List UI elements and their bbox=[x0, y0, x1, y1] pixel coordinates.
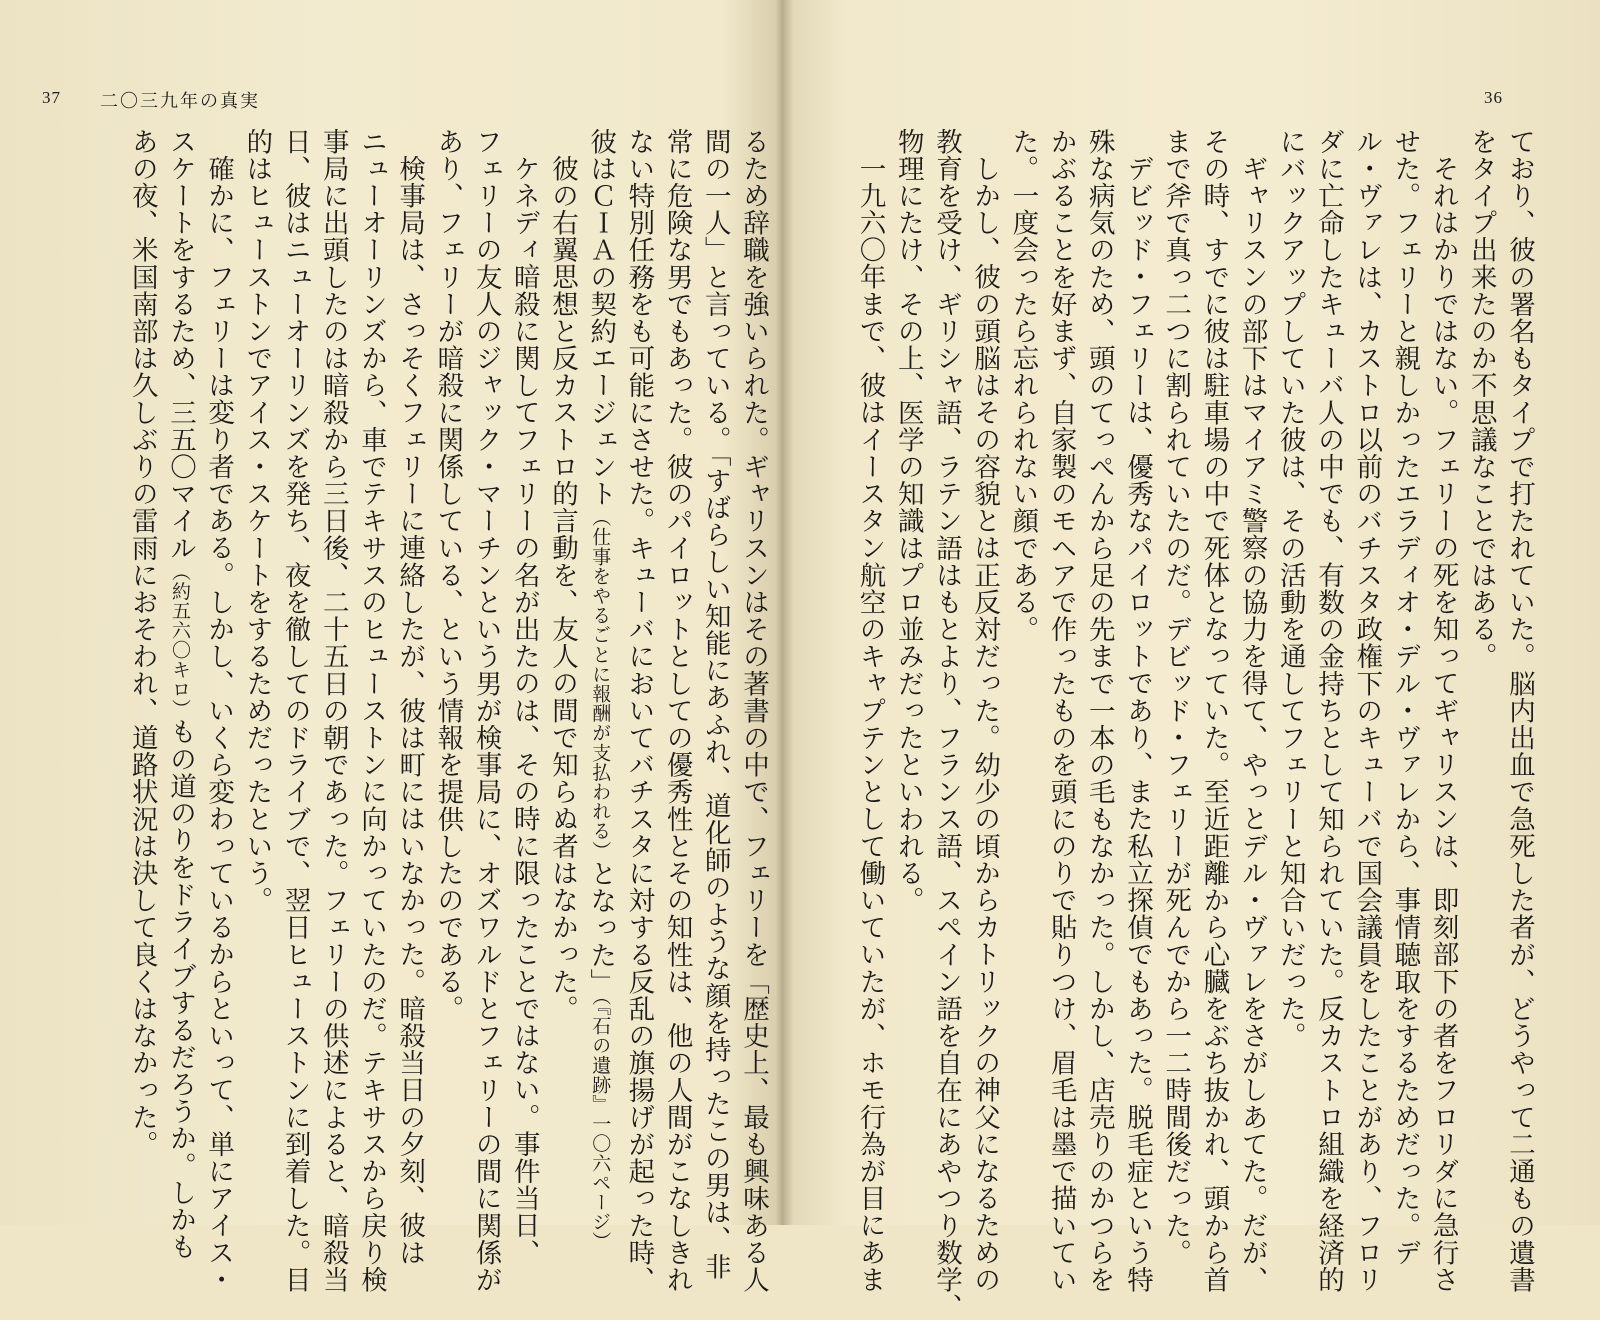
text-segment: 彼はＣＩＡの契約エージェント bbox=[585, 128, 617, 508]
text-segment: 殊な病気のため、頭のてっぺんから足の先まで一本の毛もなかった。しかし、店売りのかつらを bbox=[1083, 128, 1115, 1294]
text-segment: ニューオーリンズから、車でテキサスのヒューストンに向かっていたのだ。テキサスから戻り検 bbox=[355, 128, 387, 1294]
text-segment: をタイプ出来たのか不思議なことではある。 bbox=[1465, 128, 1497, 670]
text-segment: 物理にたけ、その上、医学の知識はプロ並みだったといわれる。 bbox=[892, 128, 924, 914]
text-segment: スケートをするため、三五〇マイル bbox=[164, 128, 196, 562]
right-page bbox=[790, 0, 1600, 1320]
paragraph bbox=[1156, 128, 1271, 1294]
body-text bbox=[790, 128, 1538, 1320]
text-segment: となった」 bbox=[585, 860, 617, 996]
text-segment: ル・ヴァレは、カストロ以前のバチスタ政権下のキューバで国会議員をしたことがあり、フロリ bbox=[1351, 128, 1383, 1294]
text-segment: それはかりではない。フェリーの死を知ってギャリスンは、即刻部下の者をフロリダに急行さ bbox=[1427, 154, 1459, 1293]
page-number: 36 bbox=[1484, 88, 1503, 107]
text-segment: まで斧で真っ二つに割られていたのだ。デビッド・フェリーが死んでから一二時間後だった。 bbox=[1160, 128, 1192, 1267]
paragraph bbox=[1462, 128, 1538, 1294]
page-number: 37 bbox=[42, 88, 61, 107]
text-segment: しかし、彼の頭脳はその容貌とは正反対だった。幼少の頃からカトリックの神父になるための bbox=[969, 154, 1001, 1293]
text-segment: 事局に出頭したのは暗殺から三日後、二十五日の朝であった。フェリーの供述によると、暗殺当 bbox=[317, 128, 349, 1294]
text-segment: フェリーの友人のジャック・マーチンという男が検事局に、オズワルドとフェリーの間に関係が bbox=[470, 128, 502, 1294]
paragraph bbox=[1271, 128, 1462, 1294]
text-segment: 常に危険な男でもあった。彼のパイロットとしての優秀性とその知性は、他の人間がこなしきれ bbox=[661, 128, 693, 1294]
text-segment: た。一度会ったら忘れられない顔である。 bbox=[1007, 128, 1039, 643]
text-segment: かぶることを好まず、自家製のモヘアで作ったものを頭にのりで貼りつけ、眉毛は墨で描いてい bbox=[1045, 128, 1077, 1294]
body-text bbox=[12, 128, 772, 1294]
text-segment: 教育を受け、ギリシャ語、ラテン語はもとより、フランス語、スペイン語を自在にあやつり数学、 bbox=[930, 128, 962, 1320]
inline-note: （『石の遺跡』一〇六 bbox=[589, 995, 612, 1173]
text-segment: あの夜、米国南部は久しぶりの雷雨におそわれ、道路状況は決して良くはなかった。 bbox=[126, 128, 158, 1158]
text-segment: 日、彼はニューオーリンズを発ち、夜を徹してのドライブで、翌日ヒューストンに到着した。目 bbox=[279, 128, 311, 1294]
text-segment: ギャリスンの部下はマイアミ警察の協力を得て、やっとデル・ヴァレをさがしあてた。だが、 bbox=[1236, 154, 1268, 1293]
text-segment: その時、すでに彼は駐車場の中で死体となっていた。至近距離から心臓をぶち抜かれ、頭から首 bbox=[1198, 128, 1230, 1294]
text-segment: ダに亡命したキューバ人の中でも、有数の金持ちとして知られていた。反カストロ組織を経済的 bbox=[1312, 128, 1344, 1294]
text-segment: るため辞職を強いられた。ギャリスンはその著書の中で、フェリーを「歴史上、最も興味ある人 bbox=[738, 128, 769, 1294]
text-segment: せた。フェリーと親しかったエラディオ・デル・ヴァレから、事情聴取をするためだった。デ bbox=[1389, 128, 1421, 1267]
text-segment: デビッド・フェリーは、優秀なパイロットであり、また私立探偵でもあった。脱毛症という特 bbox=[1121, 154, 1153, 1293]
text-segment: ており、彼の署名もタイプで打たれていた。脳内出血で急死した者が、どうやって二通もの遺書 bbox=[1504, 128, 1535, 1294]
text-segment: 的はヒューストンでアイス・スケートをするためだったという。 bbox=[241, 128, 273, 914]
text-segment: ない特別任務をも可能にさせた。キューバにおいてバチスタに対する反乱の旗揚げが起った時、 bbox=[623, 128, 655, 1294]
paragraph bbox=[543, 128, 581, 1208]
inline-note: （仕事をやるごとに報酬が支払われる） bbox=[589, 507, 612, 861]
paragraph bbox=[428, 128, 543, 1294]
text-segment: ケネディ暗殺に関してフェリーの名が出たのは、その時に限ったことではない。事件当日、 bbox=[508, 154, 540, 1266]
paragraph bbox=[850, 128, 888, 1293]
left-page bbox=[0, 0, 780, 1294]
paragraph bbox=[1003, 128, 1156, 1294]
paragraph bbox=[123, 128, 238, 1293]
text-segment: もの道のりをドライブするだろうか。しかも bbox=[164, 718, 196, 1261]
running-head: 二〇三九年の真実 bbox=[100, 91, 260, 112]
text-segment: 一九六〇年まで、彼はイースタン航空のキャプテンとして働いていたが、ホモ行為が目にあま bbox=[854, 154, 886, 1293]
paragraph bbox=[889, 128, 1004, 1320]
text-segment: 間の一人」と言っている。「すばらしい知能にあふれ、道化師のような顔を持ったこの男は、非 bbox=[699, 128, 731, 1281]
text-segment: 彼の右翼思想と反カストロ的言動を、友人の間で知らぬ者はなかった。 bbox=[546, 154, 578, 1022]
inline-note: ページ） bbox=[589, 1172, 612, 1252]
paragraph bbox=[581, 128, 772, 1294]
paragraph bbox=[237, 128, 428, 1294]
text-segment: あり、フェリーが暗殺に関係している、という情報を提供したのである。 bbox=[432, 128, 464, 1023]
text-segment: 検事局は、さっそくフェリーに連絡したが、彼は町にはいなかった。暗殺当日の夕刻、彼は bbox=[394, 154, 426, 1266]
text-segment: にバックアップしていた彼は、その活動を通してフェリーと知合いだった。 bbox=[1274, 128, 1306, 1050]
inline-note: （約五六〇キロ） bbox=[168, 561, 191, 719]
text-segment: 確かに、フェリーは変り者である。しかし、いくら変わっているからといって、単にアイス・ bbox=[203, 154, 235, 1293]
